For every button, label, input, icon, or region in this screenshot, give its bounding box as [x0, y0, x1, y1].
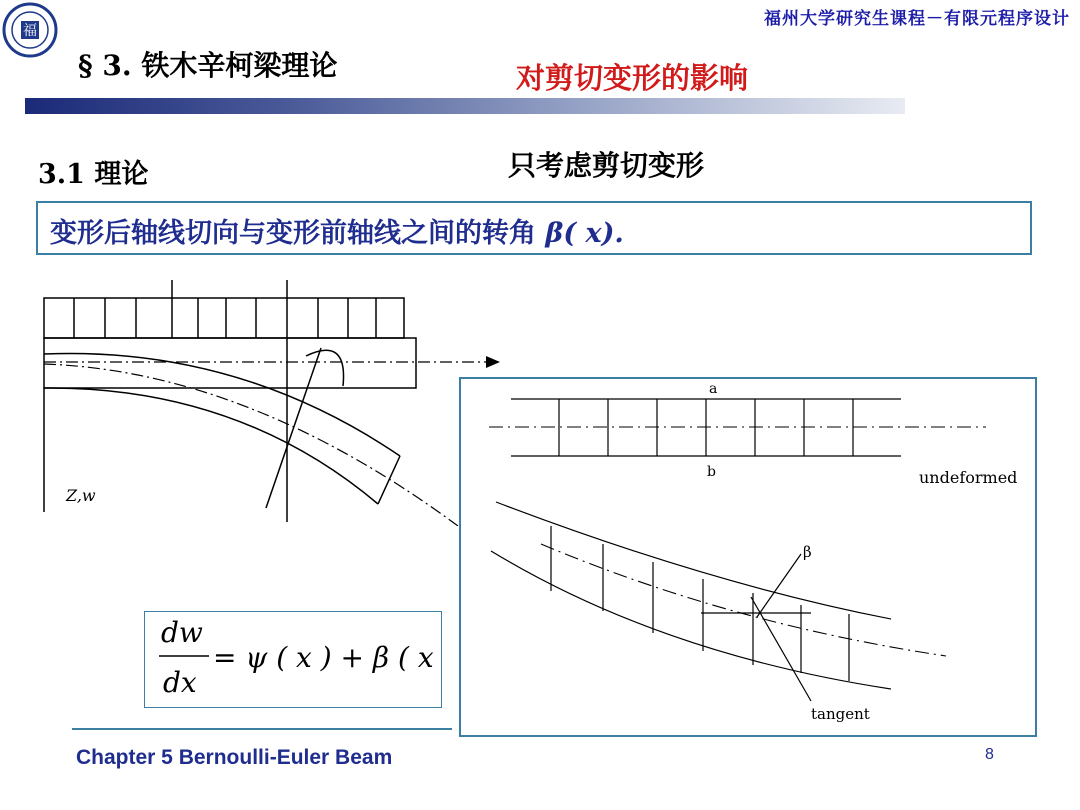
subsection-title: 3.1 理论 — [38, 159, 149, 190]
label-undeformed: undeformed — [919, 468, 1018, 487]
shear-only-heading: 只考虑剪切变形 — [508, 149, 705, 182]
formula-box — [144, 611, 442, 708]
chapter-footer: Chapter 5 Bernoulli-Euler Beam — [76, 746, 393, 769]
definition-box — [36, 201, 1032, 255]
definition-prefix: 变形后轴线切向与变形前轴线之间的转角 — [50, 218, 546, 249]
definition-text — [50, 211, 624, 250]
section-title: § 3. 铁木辛柯梁理论 — [78, 49, 338, 82]
footer-divider — [72, 728, 452, 730]
header-divider-bar — [25, 98, 905, 114]
formula-numerator: dw — [161, 616, 203, 649]
formula-rhs: = ψ ( x ) + β ( x ) — [213, 641, 441, 674]
label-beta: β — [803, 543, 812, 561]
university-seal-icon — [2, 2, 58, 58]
label-a: a — [709, 381, 718, 397]
course-title: 福州大学研究生课程－有限元程序设计 — [764, 9, 1070, 29]
shear-deformation-figure — [459, 377, 1037, 737]
label-tangent: tangent — [811, 705, 870, 723]
beam-deformation-sketch — [38, 276, 508, 526]
definition-math: β( x). — [545, 218, 624, 249]
slide-topic-title: 对剪切变形的影响 — [516, 61, 749, 95]
axis-label-zw: Z,w — [66, 486, 96, 505]
label-b: b — [707, 464, 716, 480]
page-number: 8 — [985, 746, 994, 763]
svg-text:福: 福 — [23, 23, 37, 39]
formula-denominator: dx — [163, 666, 197, 699]
